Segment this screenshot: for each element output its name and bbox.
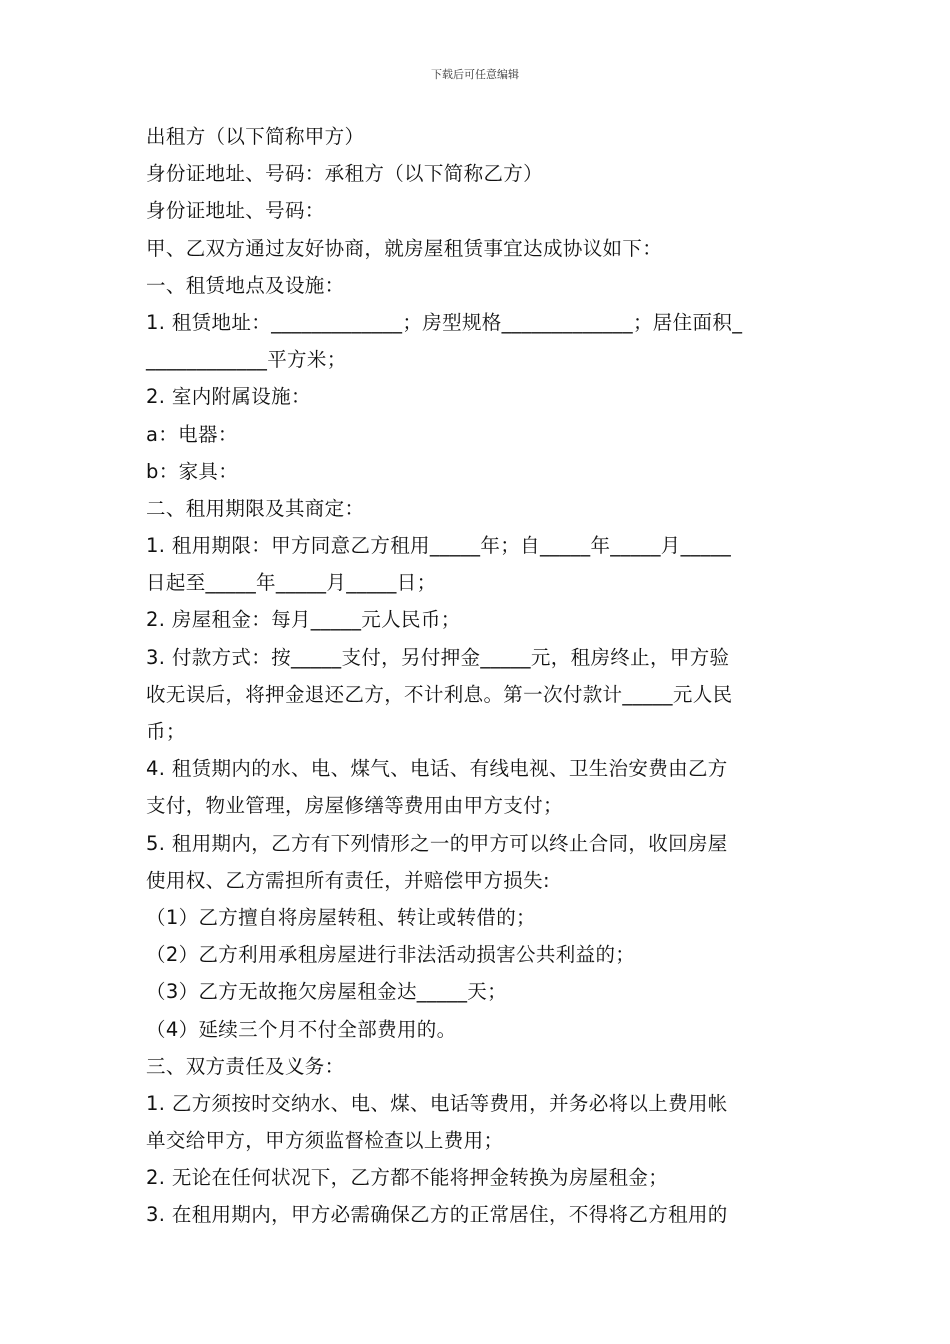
text-line: 收无误后，将押金退还乙方，不计利息。第一次付款计_____元人民 <box>146 682 733 706</box>
text-line: 身份证地址、号码： <box>146 199 325 223</box>
text-line: （3）乙方无故拖欠房屋租金达_____天； <box>146 980 508 1004</box>
text-line: 1. 租用期限：甲方同意乙方租用_____年；自_____年_____月_____ <box>146 534 732 558</box>
text-line: 4. 租赁期内的水、电、煤气、电话、有线电视、卫生治安费由乙方 <box>146 757 728 781</box>
text-line: 2. 房屋租金：每月_____元人民币； <box>146 608 461 632</box>
text-line: 2. 室内附属设施： <box>146 385 311 409</box>
text-line: 单交给甲方，甲方须监督检查以上费用； <box>146 1129 504 1153</box>
text-line: （1）乙方擅自将房屋转租、转让或转借的； <box>146 905 536 929</box>
text-line: 1. 租赁地址：_____________；房型规格_____________；居住面积_ <box>146 310 743 334</box>
text-line: 支付，物业管理，房屋修缮等费用由甲方支付； <box>146 794 563 818</box>
text-line: 日起至_____年_____月_____日； <box>146 571 437 595</box>
section-heading: 一、租赁地点及设施： <box>146 273 345 297</box>
text-line: （2）乙方利用承租房屋进行非法活动损害公共利益的； <box>146 943 636 967</box>
text-line: 3. 在租用期内，甲方必需确保乙方的正常居住，不得将乙方租用的 <box>146 1203 728 1227</box>
text-line: 币； <box>146 720 186 743</box>
page-header: 下载后可任意编辑 <box>431 68 519 81</box>
document-body <box>146 118 810 1234</box>
text-line: 2. 无论在任何状况下，乙方都不能将押金转换为房屋租金； <box>146 1166 669 1190</box>
text-line: a：电器： <box>146 422 238 446</box>
section-heading: 三、双方责任及义务： <box>146 1054 345 1078</box>
text-line: ____________平方米； <box>146 348 347 372</box>
text-line: 5. 租用期内，乙方有下列情形之一的甲方可以终止合同，收回房屋 <box>146 831 728 855</box>
text-line: 出租方（以下简称甲方） <box>146 125 365 148</box>
text-line: b：家具： <box>146 459 239 483</box>
text-line: 1. 乙方须按时交纳水、电、煤、电话等费用，并务必将以上费用帐 <box>146 1091 728 1115</box>
text-line: 身份证地址、号码：承租方（以下简称乙方） <box>146 162 544 186</box>
text-line: 使用权、乙方需担所有责任，并赔偿甲方损失: <box>146 868 550 892</box>
text-line: 3. 付款方式：按_____支付，另付押金_____元，租房终止，甲方验 <box>146 645 730 669</box>
text-line: （4）延续三个月不付全部费用的。 <box>146 1017 457 1041</box>
section-heading: 二、租用期限及其商定： <box>146 496 365 520</box>
text-line: 甲、乙双方通过友好协商，就房屋租赁事宜达成协议如下： <box>146 236 663 260</box>
